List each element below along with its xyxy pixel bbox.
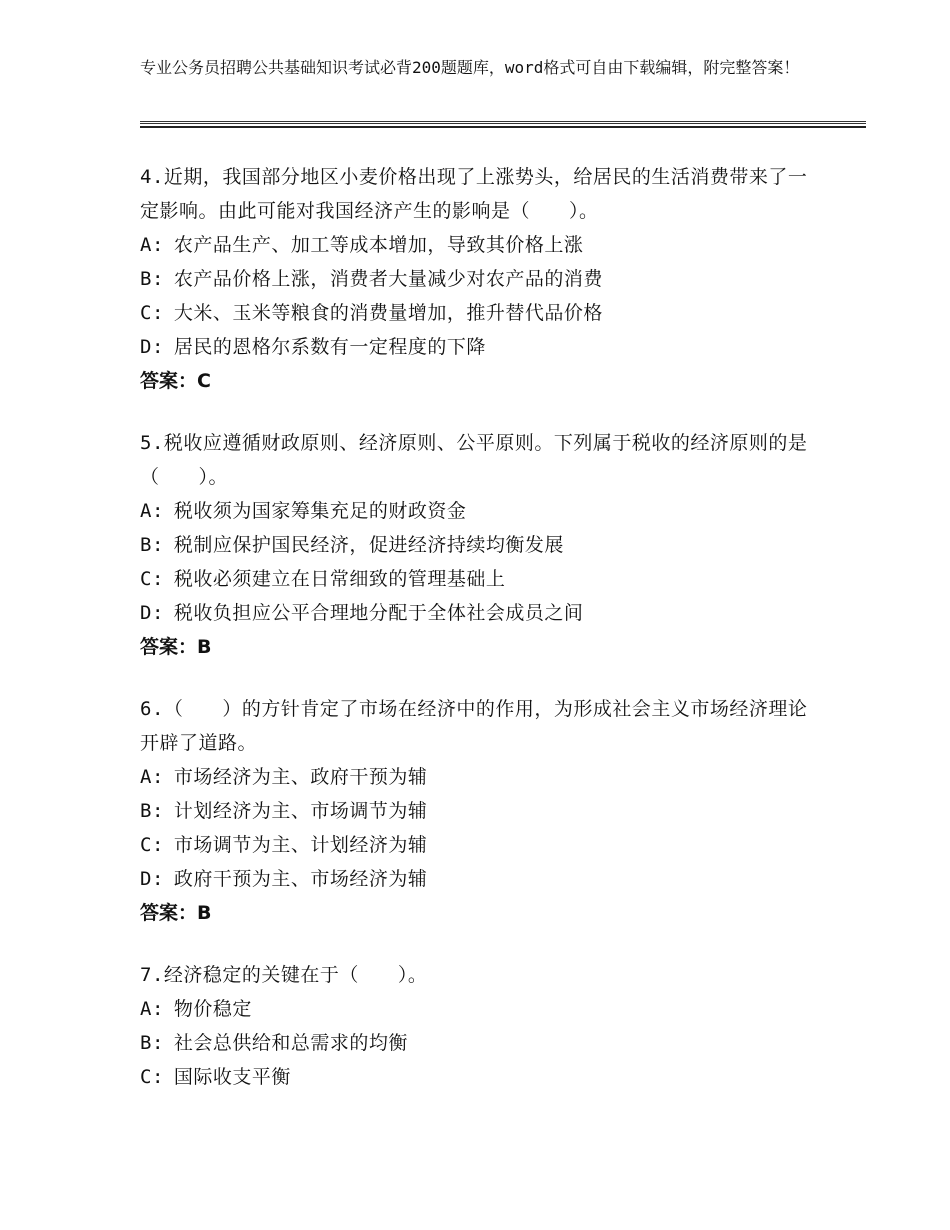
option-letter: C: — [140, 568, 164, 590]
question-stem: 6.（ ）的方针肯定了市场在经济中的作用，为形成社会主义市场经济理论开辟了道路。 — [140, 698, 808, 754]
answer-option — [140, 596, 810, 630]
option-text: 农产品生产、加工等成本增加，导致其价格上涨 — [173, 234, 584, 256]
option-letter: A: — [140, 766, 164, 788]
answer-option — [140, 992, 810, 1026]
answer-option — [140, 1060, 810, 1094]
option-text: 市场经济为主、政府干预为辅 — [173, 766, 428, 788]
option-letter: C: — [140, 1066, 164, 1088]
answer-key: 答案：B — [140, 636, 212, 658]
document-header: 专业公务员招聘公共基础知识考试必背200题题库，word格式可自由下载编辑，附完整答案！ — [140, 58, 800, 77]
option-text: 国际收支平衡 — [173, 1066, 291, 1088]
option-text: 社会总供给和总需求的均衡 — [173, 1032, 408, 1054]
option-letter: B: — [140, 268, 164, 290]
option-letter: A: — [140, 234, 164, 256]
answer-option — [140, 794, 810, 828]
option-text: 农产品价格上涨，消费者大量减少对农产品的消费 — [173, 268, 603, 290]
option-text: 税收负担应公平合理地分配于全体社会成员之间 — [173, 602, 584, 624]
question-item — [140, 958, 810, 1094]
option-text: 税收须为国家筹集充足的财政资金 — [173, 500, 467, 522]
question-stem: 7.经济稳定的关键在于（ ）。 — [140, 964, 428, 986]
question-stem: 4.近期，我国部分地区小麦价格出现了上涨势头，给居民的生活消费带来了一定影响。由此可能对我国经济产生的影响是（ ）。 — [140, 166, 808, 222]
question-list — [140, 160, 810, 1122]
answer-option — [140, 228, 810, 262]
option-text: 居民的恩格尔系数有一定程度的下降 — [173, 336, 486, 358]
option-letter: C: — [140, 302, 164, 324]
answer-option — [140, 528, 810, 562]
option-letter: D: — [140, 868, 164, 890]
option-text: 大米、玉米等粮食的消费量增加，推升替代品价格 — [173, 302, 603, 324]
header-divider-line — [140, 121, 866, 122]
option-letter: B: — [140, 534, 164, 556]
option-text: 政府干预为主、市场经济为辅 — [173, 868, 428, 890]
question-stem: 5.税收应遵循财政原则、经济原则、公平原则。下列属于税收的经济原则的是（ ）。 — [140, 432, 808, 488]
option-text: 计划经济为主、市场调节为辅 — [173, 800, 428, 822]
header-divider-line — [140, 123, 866, 124]
answer-key: 答案：B — [140, 902, 212, 924]
answer-option — [140, 1026, 810, 1060]
option-text: 税制应保护国民经济，促进经济持续均衡发展 — [173, 534, 564, 556]
option-text: 物价稳定 — [173, 998, 252, 1020]
option-letter: A: — [140, 500, 164, 522]
option-letter: A: — [140, 998, 164, 1020]
header-divider-line — [140, 126, 866, 128]
answer-option — [140, 296, 810, 330]
option-text: 市场调节为主、计划经济为辅 — [173, 834, 428, 856]
answer-option — [140, 262, 810, 296]
question-item — [140, 160, 810, 398]
option-letter: B: — [140, 800, 164, 822]
option-letter: D: — [140, 602, 164, 624]
answer-option — [140, 494, 810, 528]
answer-option — [140, 330, 810, 364]
option-letter: D: — [140, 336, 164, 358]
option-letter: C: — [140, 834, 164, 856]
answer-key: 答案：C — [140, 370, 211, 392]
answer-option — [140, 562, 810, 596]
option-letter: B: — [140, 1032, 164, 1054]
answer-option — [140, 828, 810, 862]
question-item — [140, 426, 810, 664]
answer-option — [140, 760, 810, 794]
question-item — [140, 692, 810, 930]
answer-option — [140, 862, 810, 896]
option-text: 税收必须建立在日常细致的管理基础上 — [173, 568, 506, 590]
